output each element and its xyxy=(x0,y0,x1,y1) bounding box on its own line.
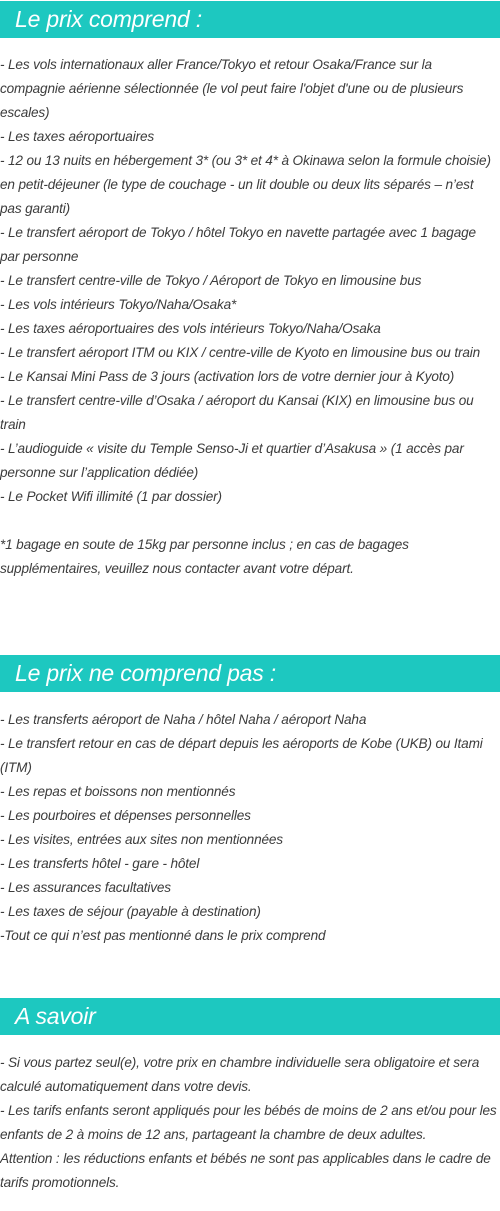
list-item: -Tout ce qui n’est pas mentionné dans le prix comprend xyxy=(0,928,326,943)
price-includes-list xyxy=(0,53,498,581)
list-item: - Les taxes aéroportuaires des vols intérieurs Tokyo/Naha/Osaka xyxy=(0,321,381,336)
list-item: - Le Kansai Mini Pass de 3 jours (activation lors de votre dernier jour à Kyoto) xyxy=(0,369,455,384)
price-excludes-list xyxy=(0,708,498,948)
spacer xyxy=(0,509,498,533)
baggage-footnote: *1 bagage en soute de 15kg par personne inclus ; en cas de bagages supplémentaires, veuillez nous contacter avant votre départ. xyxy=(0,537,409,576)
list-item: - Le transfert aéroport de Tokyo / hôtel Tokyo en navette partagée avec 1 bagage par personne xyxy=(0,225,476,264)
list-item: - Les tarifs enfants seront appliqués pour les bébés de moins de 2 ans et/ou pour les enfants de 2 à moins de 12 ans, partageant la chambre de deux adultes. xyxy=(0,1103,497,1142)
good-to-know-list xyxy=(0,1051,498,1195)
list-item: - Le transfert aéroport ITM ou KIX / centre-ville de Kyoto en limousine bus ou train xyxy=(0,345,481,360)
list-item: - Le transfert centre-ville d’Osaka / aéroport du Kansai (KIX) en limousine bus ou train xyxy=(0,393,474,432)
list-item: - 12 ou 13 nuits en hébergement 3* (ou 3* et 4* à Okinawa selon la formule choisie) en petit-déjeuner (le type de couchage - un lit double ou deux lits séparés – n’est pas garanti) xyxy=(0,153,491,216)
list-item: - Les assurances facultatives xyxy=(0,880,171,895)
list-item: - Les pourboires et dépenses personnelles xyxy=(0,808,251,823)
list-item: - Les vols intérieurs Tokyo/Naha/Osaka* xyxy=(0,297,237,312)
list-item: - Les vols internationaux aller France/Tokyo et retour Osaka/France sur la compagnie aérienne sélectionnée (le vol peut faire l'objet d'une ou de plusieurs escales) xyxy=(0,57,464,120)
list-item: Attention : les réductions enfants et bébés ne sont pas applicables dans le cadre de tarifs promotionnels. xyxy=(0,1151,491,1190)
section-title-price-includes: Le prix comprend : xyxy=(0,1,500,38)
list-item: - Les transferts aéroport de Naha / hôtel Naha / aéroport Naha xyxy=(0,712,367,727)
list-item: - Si vous partez seul(e), votre prix en chambre individuelle sera obligatoire et sera calculé automatiquement dans votre devis. xyxy=(0,1055,480,1094)
list-item: - Les transferts hôtel - gare - hôtel xyxy=(0,856,200,871)
list-item: - Le transfert retour en cas de départ depuis les aéroports de Kobe (UKB) ou Itami (ITM) xyxy=(0,736,483,775)
list-item: - Les repas et boissons non mentionnés xyxy=(0,784,236,799)
section-title-price-excludes: Le prix ne comprend pas : xyxy=(0,655,500,692)
section-title-good-to-know: A savoir xyxy=(0,998,500,1035)
list-item: - L’audioguide « visite du Temple Senso-Ji et quartier d’Asakusa » (1 accès par personne sur l’application dédiée) xyxy=(0,441,464,480)
list-item: - Le transfert centre-ville de Tokyo / Aéroport de Tokyo en limousine bus xyxy=(0,273,422,288)
list-item: - Les taxes de séjour (payable à destination) xyxy=(0,904,261,919)
list-item: - Le Pocket Wifi illimité (1 par dossier) xyxy=(0,489,222,504)
list-item: - Les taxes aéroportuaires xyxy=(0,129,155,144)
list-item: - Les visites, entrées aux sites non mentionnées xyxy=(0,832,283,847)
